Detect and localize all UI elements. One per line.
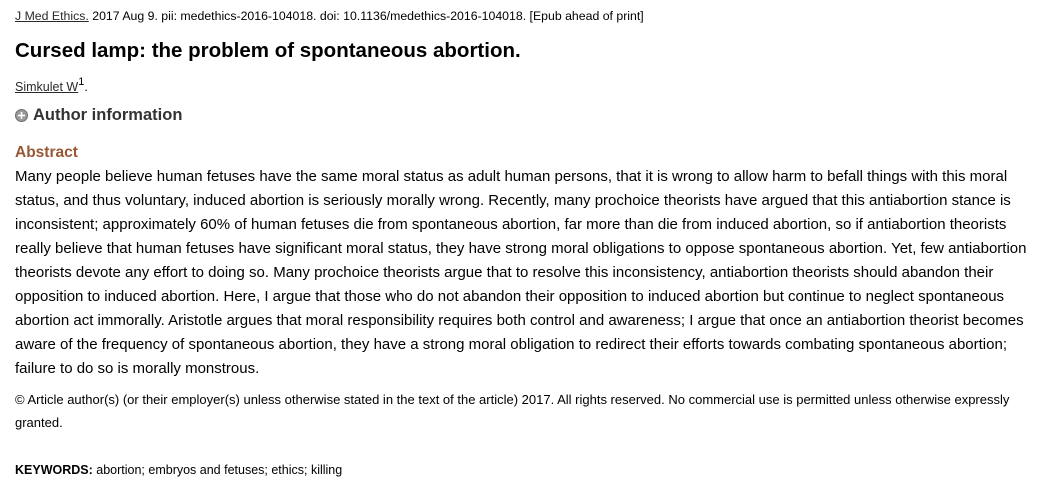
keywords-line xyxy=(15,461,342,479)
author-list xyxy=(15,74,88,96)
author-list-suffix: . xyxy=(84,80,88,95)
keywords-list: abortion; embryos and fetuses; ethics; killing xyxy=(92,463,343,477)
author-information-toggle[interactable] xyxy=(15,105,182,125)
article-title: Cursed lamp: the problem of spontaneous abortion. xyxy=(15,39,521,62)
author-affiliation-marker: 1 xyxy=(78,76,85,88)
abstract-heading: Abstract xyxy=(15,144,78,161)
citation-details: 2017 Aug 9. pii: medethics-2016-104018. doi: 10.1136/medethics-2016-104018. [Epub ahead of print] xyxy=(88,9,644,23)
copyright-notice: © Article author(s) (or their employer(s) unless otherwise stated in the text of the article) 2017. All rights reserved. No commercial use is permitted unless otherwise expressly granted. xyxy=(15,392,1010,430)
citation-line xyxy=(15,8,644,25)
keywords-label: KEYWORDS: xyxy=(15,463,93,477)
plus-icon[interactable] xyxy=(15,109,28,122)
abstract-text: Many people believe human fetuses have the same moral status as adult human persons, that it is wrong to allow harm to befall things with this moral status, and thus voluntary, induced abortion is seriously morally wrong. Recently, many prochoice theorists have argued that this antiabortion stance is inconsistent; approximately 60% of human fetuses die from spontaneous abortion, far more than die from induced abortion, so if antiabortion theorists really believe that human fetuses have significant moral status, they have strong moral obligations to oppose spontaneous abortion. Yet, few antiabortion theorists devote any effort to doing so. Many prochoice theorists argue that to resolve this inconsistency, antiabortion theorists should abandon their opposition to induced abortion. Here, I argue that those who do not abandon their opposition to induced abortion but continue to neglect spontaneous abortion act immorally. Aristotle argues that moral responsibility requires both control and awareness; I argue that once an antiabortion theorist becomes aware of the frequency of spontaneous abortion, they have a strong moral obligation to redirect their efforts towards combating spontaneous abortion; failure to do so is morally monstrous. xyxy=(15,168,1027,377)
author-link[interactable]: Simkulet W xyxy=(15,80,79,95)
journal-link[interactable]: J Med Ethics. xyxy=(15,9,89,23)
author-information-label[interactable]: Author information xyxy=(33,106,183,124)
